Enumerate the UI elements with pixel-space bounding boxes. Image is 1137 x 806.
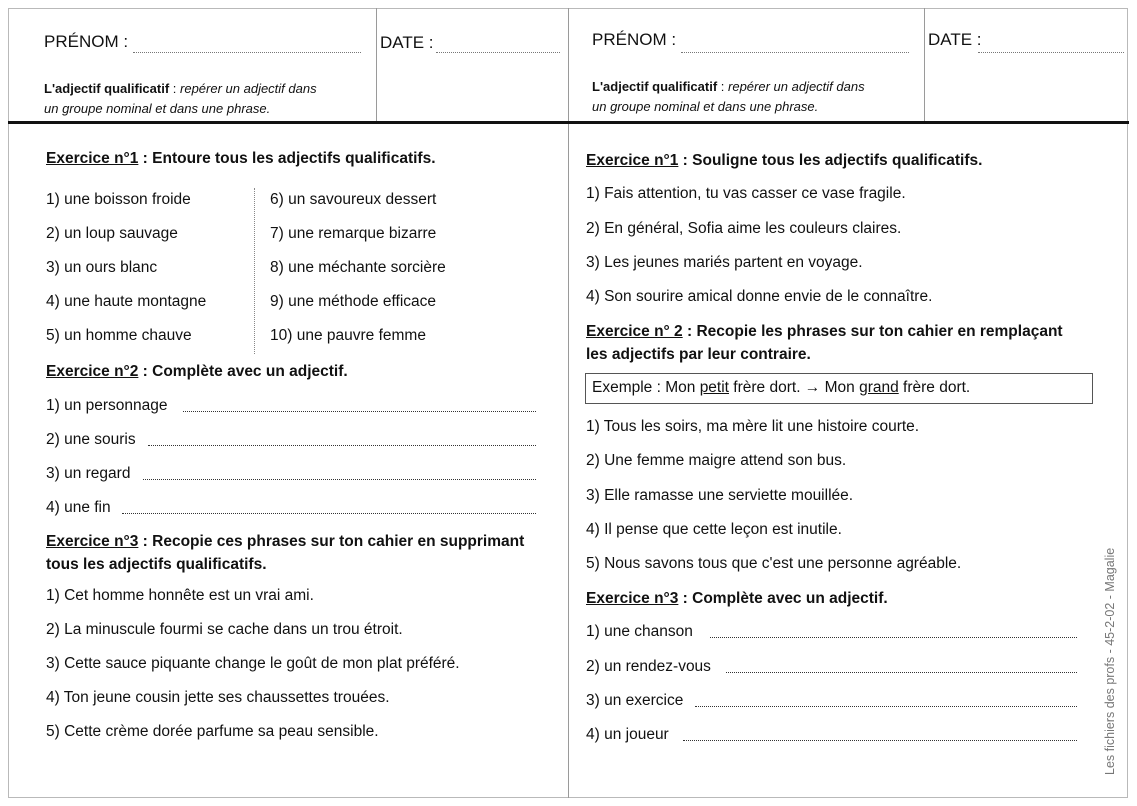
- right-exercise-3-title: Exercice n°3 : Complète avec un adjectif.: [586, 590, 888, 607]
- list-item: 4) Ton jeune cousin jette ses chaussettes trouées.: [46, 689, 390, 706]
- date-field-right[interactable]: [978, 52, 1124, 53]
- example-box: Exemple : Mon petit frère dort. → Mon grand frère dort.: [585, 373, 1093, 404]
- list-item: 4) une fin: [46, 499, 111, 516]
- left-exercise-3-title: Exercice n°3 : Recopie ces phrases sur ton cahier en supprimant tous les adjectifs qualificatifs.: [46, 533, 525, 573]
- answer-blank[interactable]: [710, 637, 1077, 638]
- left-exercise-2-title: Exercice n°2 : Complète avec un adjectif.: [46, 363, 348, 380]
- lesson-title: L'adjectif qualificatif: [44, 81, 170, 96]
- list-item: 1) Tous les soirs, ma mère lit une histoire courte.: [586, 418, 920, 435]
- list-item: 6) un savoureux dessert: [270, 191, 437, 208]
- column-separator: [254, 188, 255, 354]
- list-item: 1) une boisson froide: [46, 191, 191, 208]
- list-item: 2) une souris: [46, 431, 136, 448]
- list-item: 5) Cette crème dorée parfume sa peau sensible.: [46, 723, 379, 740]
- left-exercise-1-title: Exercice n°1 : Entoure tous les adjectifs qualificatifs.: [46, 150, 436, 167]
- prenom-field-right[interactable]: [681, 52, 909, 53]
- list-item: 8) une méchante sorcière: [270, 259, 446, 276]
- answer-blank[interactable]: [726, 672, 1077, 673]
- list-item: 10) une pauvre femme: [270, 327, 426, 344]
- date-field-left[interactable]: [436, 52, 560, 53]
- list-item: 3) un regard: [46, 465, 131, 482]
- list-item: 3) un ours blanc: [46, 259, 158, 276]
- list-item: 2) un rendez-vous: [586, 658, 711, 675]
- answer-blank[interactable]: [148, 445, 536, 446]
- date-label-right: DATE :: [928, 30, 982, 49]
- right-exercise-1-title: Exercice n°1 : Souligne tous les adjectifs qualificatifs.: [586, 152, 983, 169]
- list-item: 1) Cet homme honnête est un vrai ami.: [46, 587, 314, 604]
- list-item: 4) Il pense que cette leçon est inutile.: [586, 521, 842, 538]
- lesson-description-left: L'adjectif qualificatif : repérer un adjectif dans un groupe nominal et dans une phrase.: [44, 81, 317, 116]
- answer-blank[interactable]: [695, 706, 1077, 707]
- answer-blank[interactable]: [183, 411, 536, 412]
- list-item: 2) En général, Sofia aime les couleurs claires.: [586, 220, 902, 237]
- list-item: 5) un homme chauve: [46, 327, 192, 344]
- list-item: 7) une remarque bizarre: [270, 225, 437, 242]
- answer-blank[interactable]: [143, 479, 536, 480]
- answer-blank[interactable]: [122, 513, 536, 514]
- list-item: 1) un personnage: [46, 397, 168, 414]
- list-item: 4) Son sourire amical donne envie de le connaître.: [586, 288, 933, 305]
- list-item: 5) Nous savons tous que c'est une personne agréable.: [586, 555, 962, 572]
- page-divider: [568, 8, 569, 798]
- header-divider-right: [924, 8, 925, 121]
- prenom-label-left: PRÉNOM :: [44, 32, 129, 51]
- header-divider-left: [376, 8, 377, 121]
- list-item: 3) un exercice: [586, 692, 684, 709]
- prenom-field-left[interactable]: [133, 52, 361, 53]
- source-credit: Les fichiers des profs - 45-2-02 - Magalie: [1103, 547, 1117, 775]
- date-label-left: DATE :: [380, 33, 434, 52]
- lesson-description-right: L'adjectif qualificatif : repérer un adjectif dans un groupe nominal et dans une phrase.: [592, 79, 865, 114]
- list-item: 2) un loup sauvage: [46, 225, 178, 242]
- list-item: 1) Fais attention, tu vas casser ce vase fragile.: [586, 185, 906, 202]
- prenom-label-right: PRÉNOM :: [592, 30, 677, 49]
- list-item: 4) une haute montagne: [46, 293, 207, 310]
- list-item: 3) Les jeunes mariés partent en voyage.: [586, 254, 863, 271]
- list-item: 2) Une femme maigre attend son bus.: [586, 452, 847, 469]
- list-item: 9) une méthode efficace: [270, 293, 437, 310]
- answer-blank[interactable]: [683, 740, 1077, 741]
- header-rule: [8, 121, 1129, 124]
- list-item: 4) un joueur: [586, 726, 669, 743]
- list-item: 3) Elle ramasse une serviette mouillée.: [586, 487, 854, 504]
- list-item: 3) Cette sauce piquante change le goût de mon plat préféré.: [46, 655, 460, 672]
- list-item: 2) La minuscule fourmi se cache dans un trou étroit.: [46, 621, 403, 638]
- list-item: 1) une chanson: [586, 623, 693, 640]
- right-exercise-2-title: Exercice n° 2 : Recopie les phrases sur ton cahier en remplaçant les adjectifs par leur contraire.: [586, 323, 1063, 363]
